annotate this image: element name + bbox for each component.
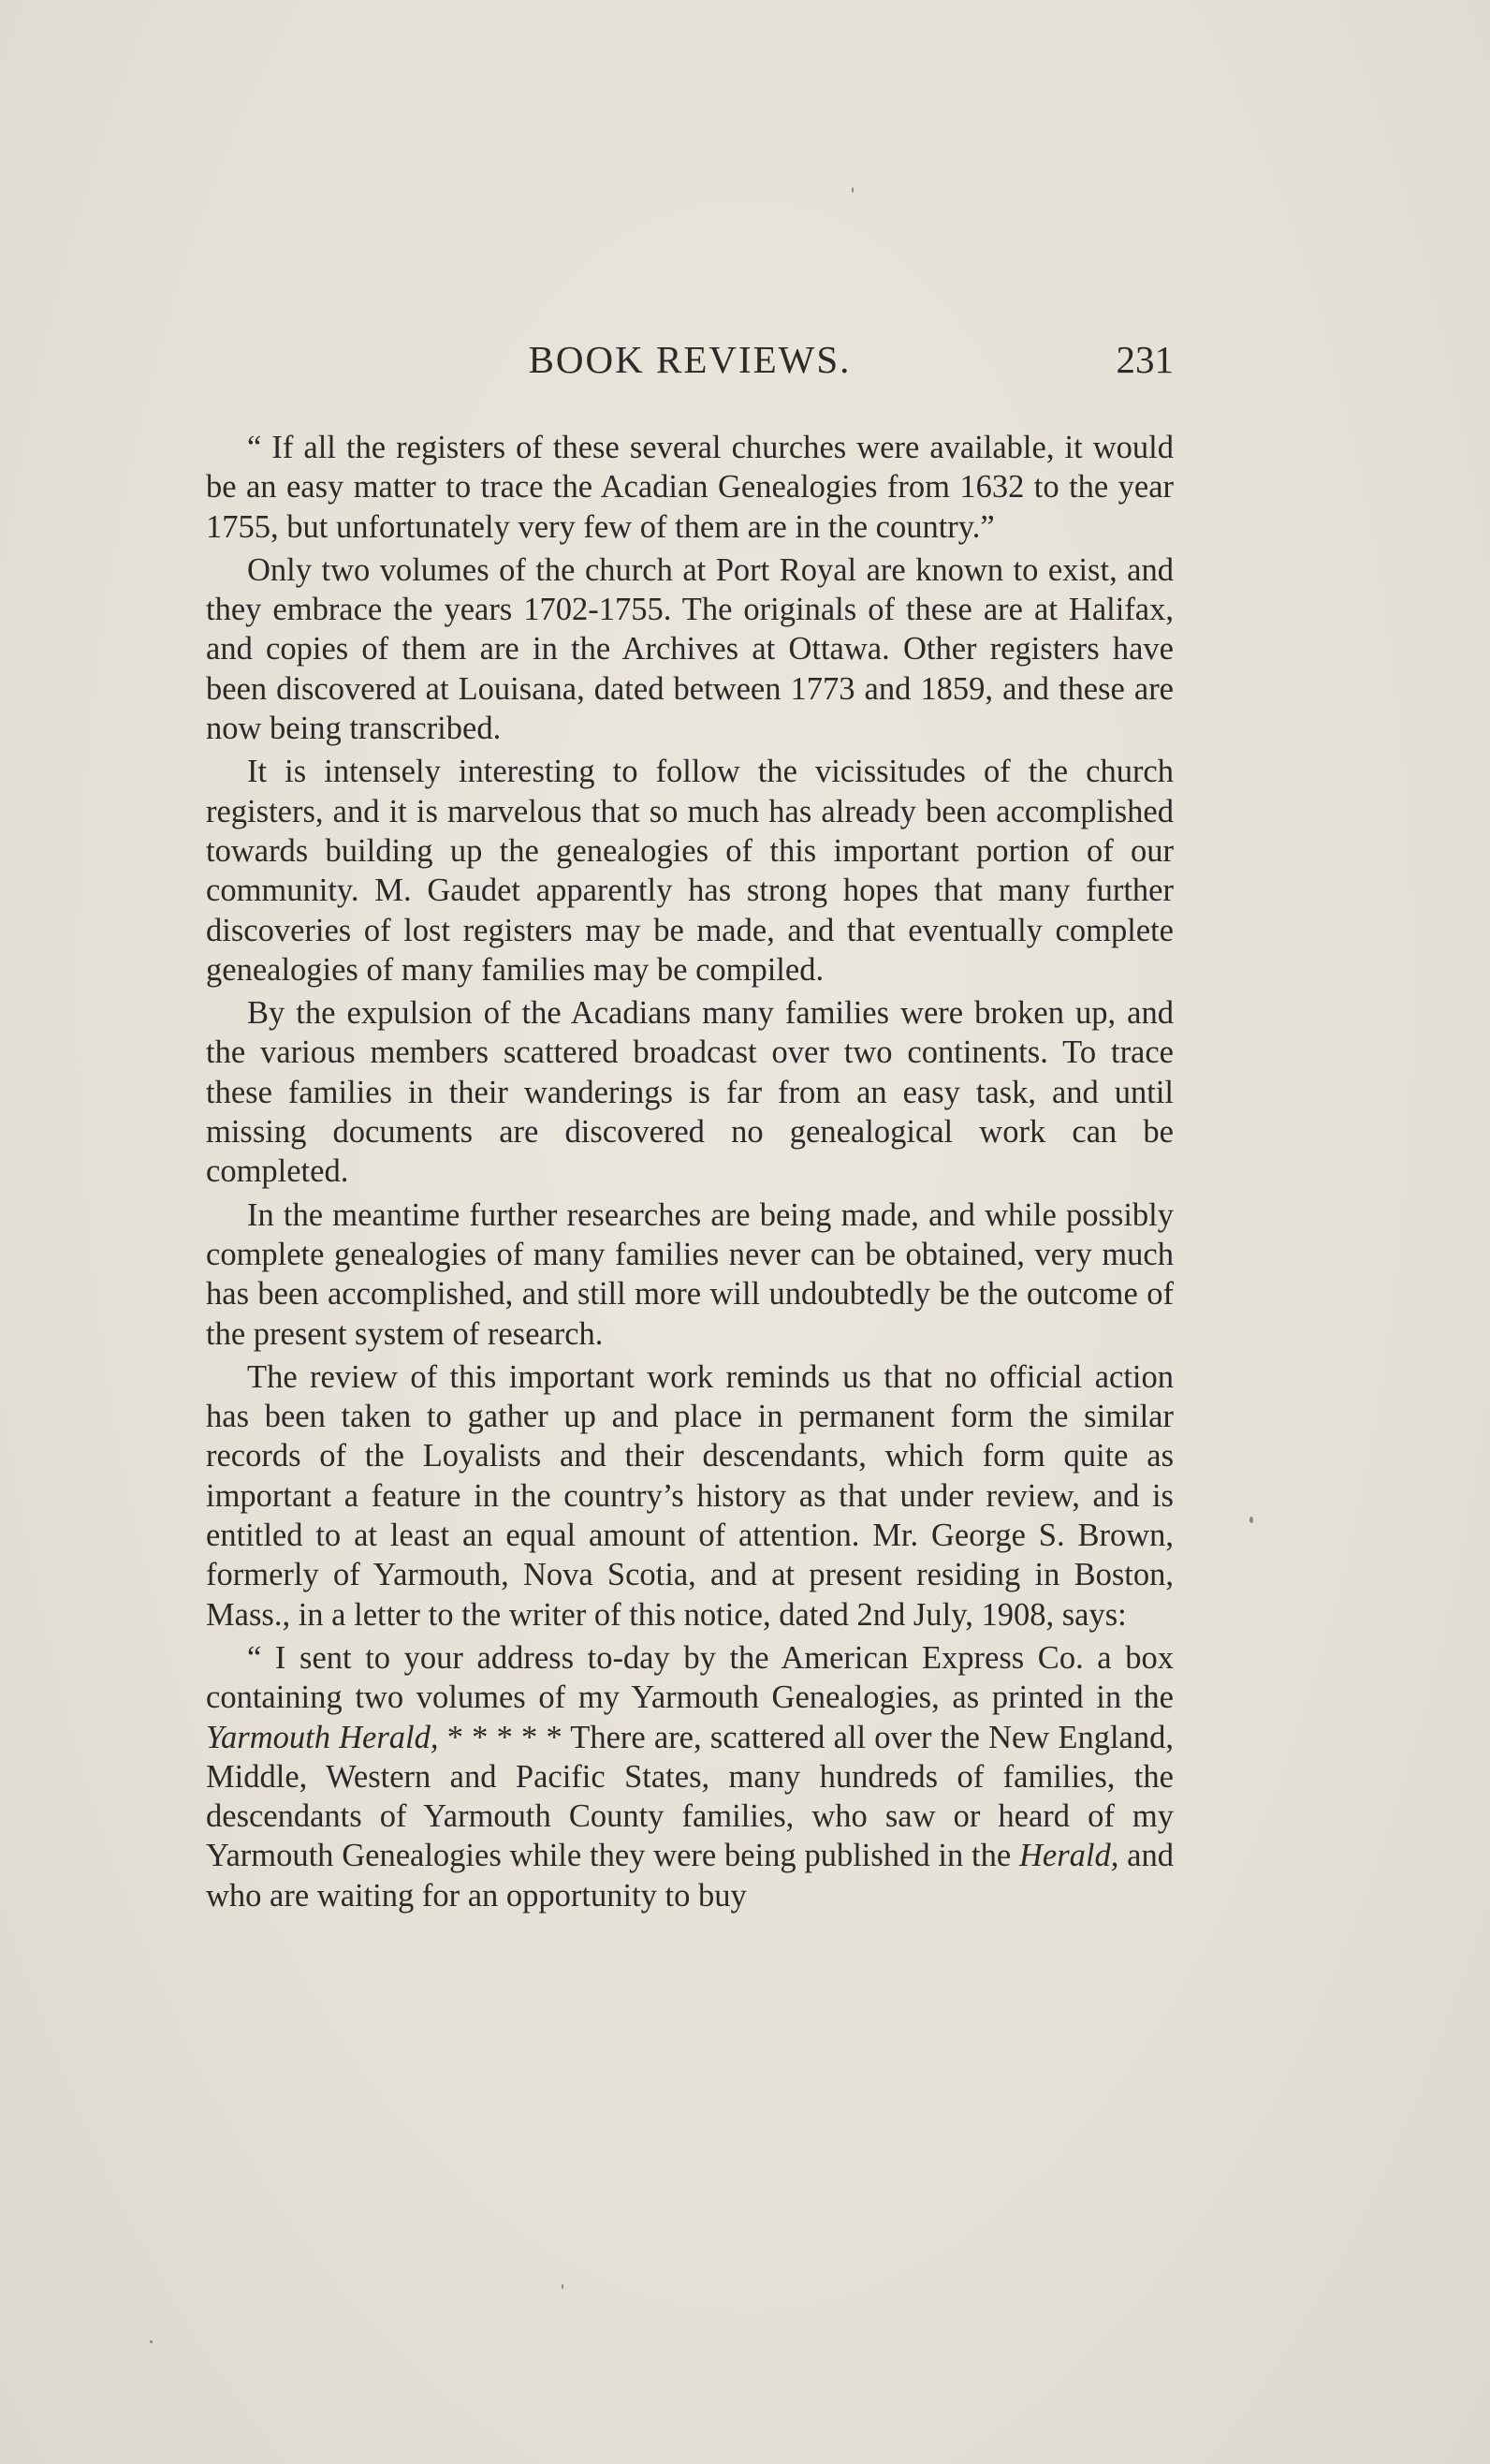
paragraph-meantime: In the meantime further researches are being made, and while possibly complete genealogies of many families never can be obtained, very much has been accomplished, and still more will undoubtedly be the outcome of the present system of research. bbox=[206, 1196, 1174, 1352]
paragraph-loyalists: The review of this important work reminds us that no official action has been taken to gather up and place in permanent form the similar records of the Loyalists and their descendants, which form quite as important a feature in the country’s history as that under review, and is entitled to at least an equal amount of attention. Mr. George S. Brown, formerly of Yarmouth, Nova Scotia, and at present residing in Boston, Mass., in a letter to the writer of this notice, dated 2nd July, 1908, says: bbox=[206, 1358, 1174, 1633]
body-text bbox=[206, 428, 1174, 1915]
paragraph-expulsion: By the expulsion of the Acadians many families were broken up, and the various members scattered broadcast over two continents. To trace these families in their wanderings is far from an easy task, and until missing documents are discovered no genealogical work can be completed. bbox=[206, 995, 1174, 1190]
paragraph-quote-registers: “ If all the registers of these several churches were available, it would be an easy matter to trace the Acadian Genealogies from 1632 to the year 1755, but unfortunately very few of them are in the country.” bbox=[206, 430, 1174, 545]
running-header bbox=[206, 337, 1174, 393]
paragraph-brown-letter bbox=[206, 1638, 1174, 1915]
paper-speck bbox=[562, 2284, 563, 2289]
paragraph-port-royal: Only two volumes of the church at Port Royal are known to exist, and they embrace the years 1702-1755. The originals of these are at Halifax, and copies of them are in the Archives at Ottawa. Other registers have been discovered at Louisana, dated between 1773 and 1859, and these are now being transcribed. bbox=[206, 551, 1174, 747]
quote-italic-yarmouth-herald: Yarmouth Herald, bbox=[206, 1719, 439, 1755]
quote-text-part-1: “ I sent to your address to-day by the American Express Co. a box containing two volumes of my Yarmouth Genealogies, as printed in the bbox=[206, 1639, 1174, 1716]
quote-italic-herald: Herald, bbox=[1019, 1838, 1119, 1874]
quote-text-part-3: and who are waiting for an opportunity to buy bbox=[206, 1838, 1174, 1914]
paper-speck bbox=[852, 187, 854, 193]
page-number: 231 bbox=[1116, 338, 1174, 381]
paragraph-vicissitudes: It is intensely interesting to follow the vicissitudes of the church registers, and it is marvelous that so much has already been accomplished towards building up the genealogies of this important portion of our community. M. Gaudet apparently has strong hopes that many further discoveries of lost registers may be made, and that eventually complete genealogies of many families may be compiled. bbox=[206, 754, 1174, 988]
paper-speck bbox=[1249, 1517, 1253, 1523]
quote-text-part-2: * * * * * There are, scattered all over the New England, Middle, Western and Pacific States, many hundreds of families, the descendants of Yarmouth County families, who saw or heard of my Yarmouth Genealogies while they were being published in the bbox=[206, 1719, 1174, 1874]
header-title: BOOK REVIEWS. bbox=[528, 338, 852, 381]
paper-speck bbox=[150, 2340, 153, 2343]
